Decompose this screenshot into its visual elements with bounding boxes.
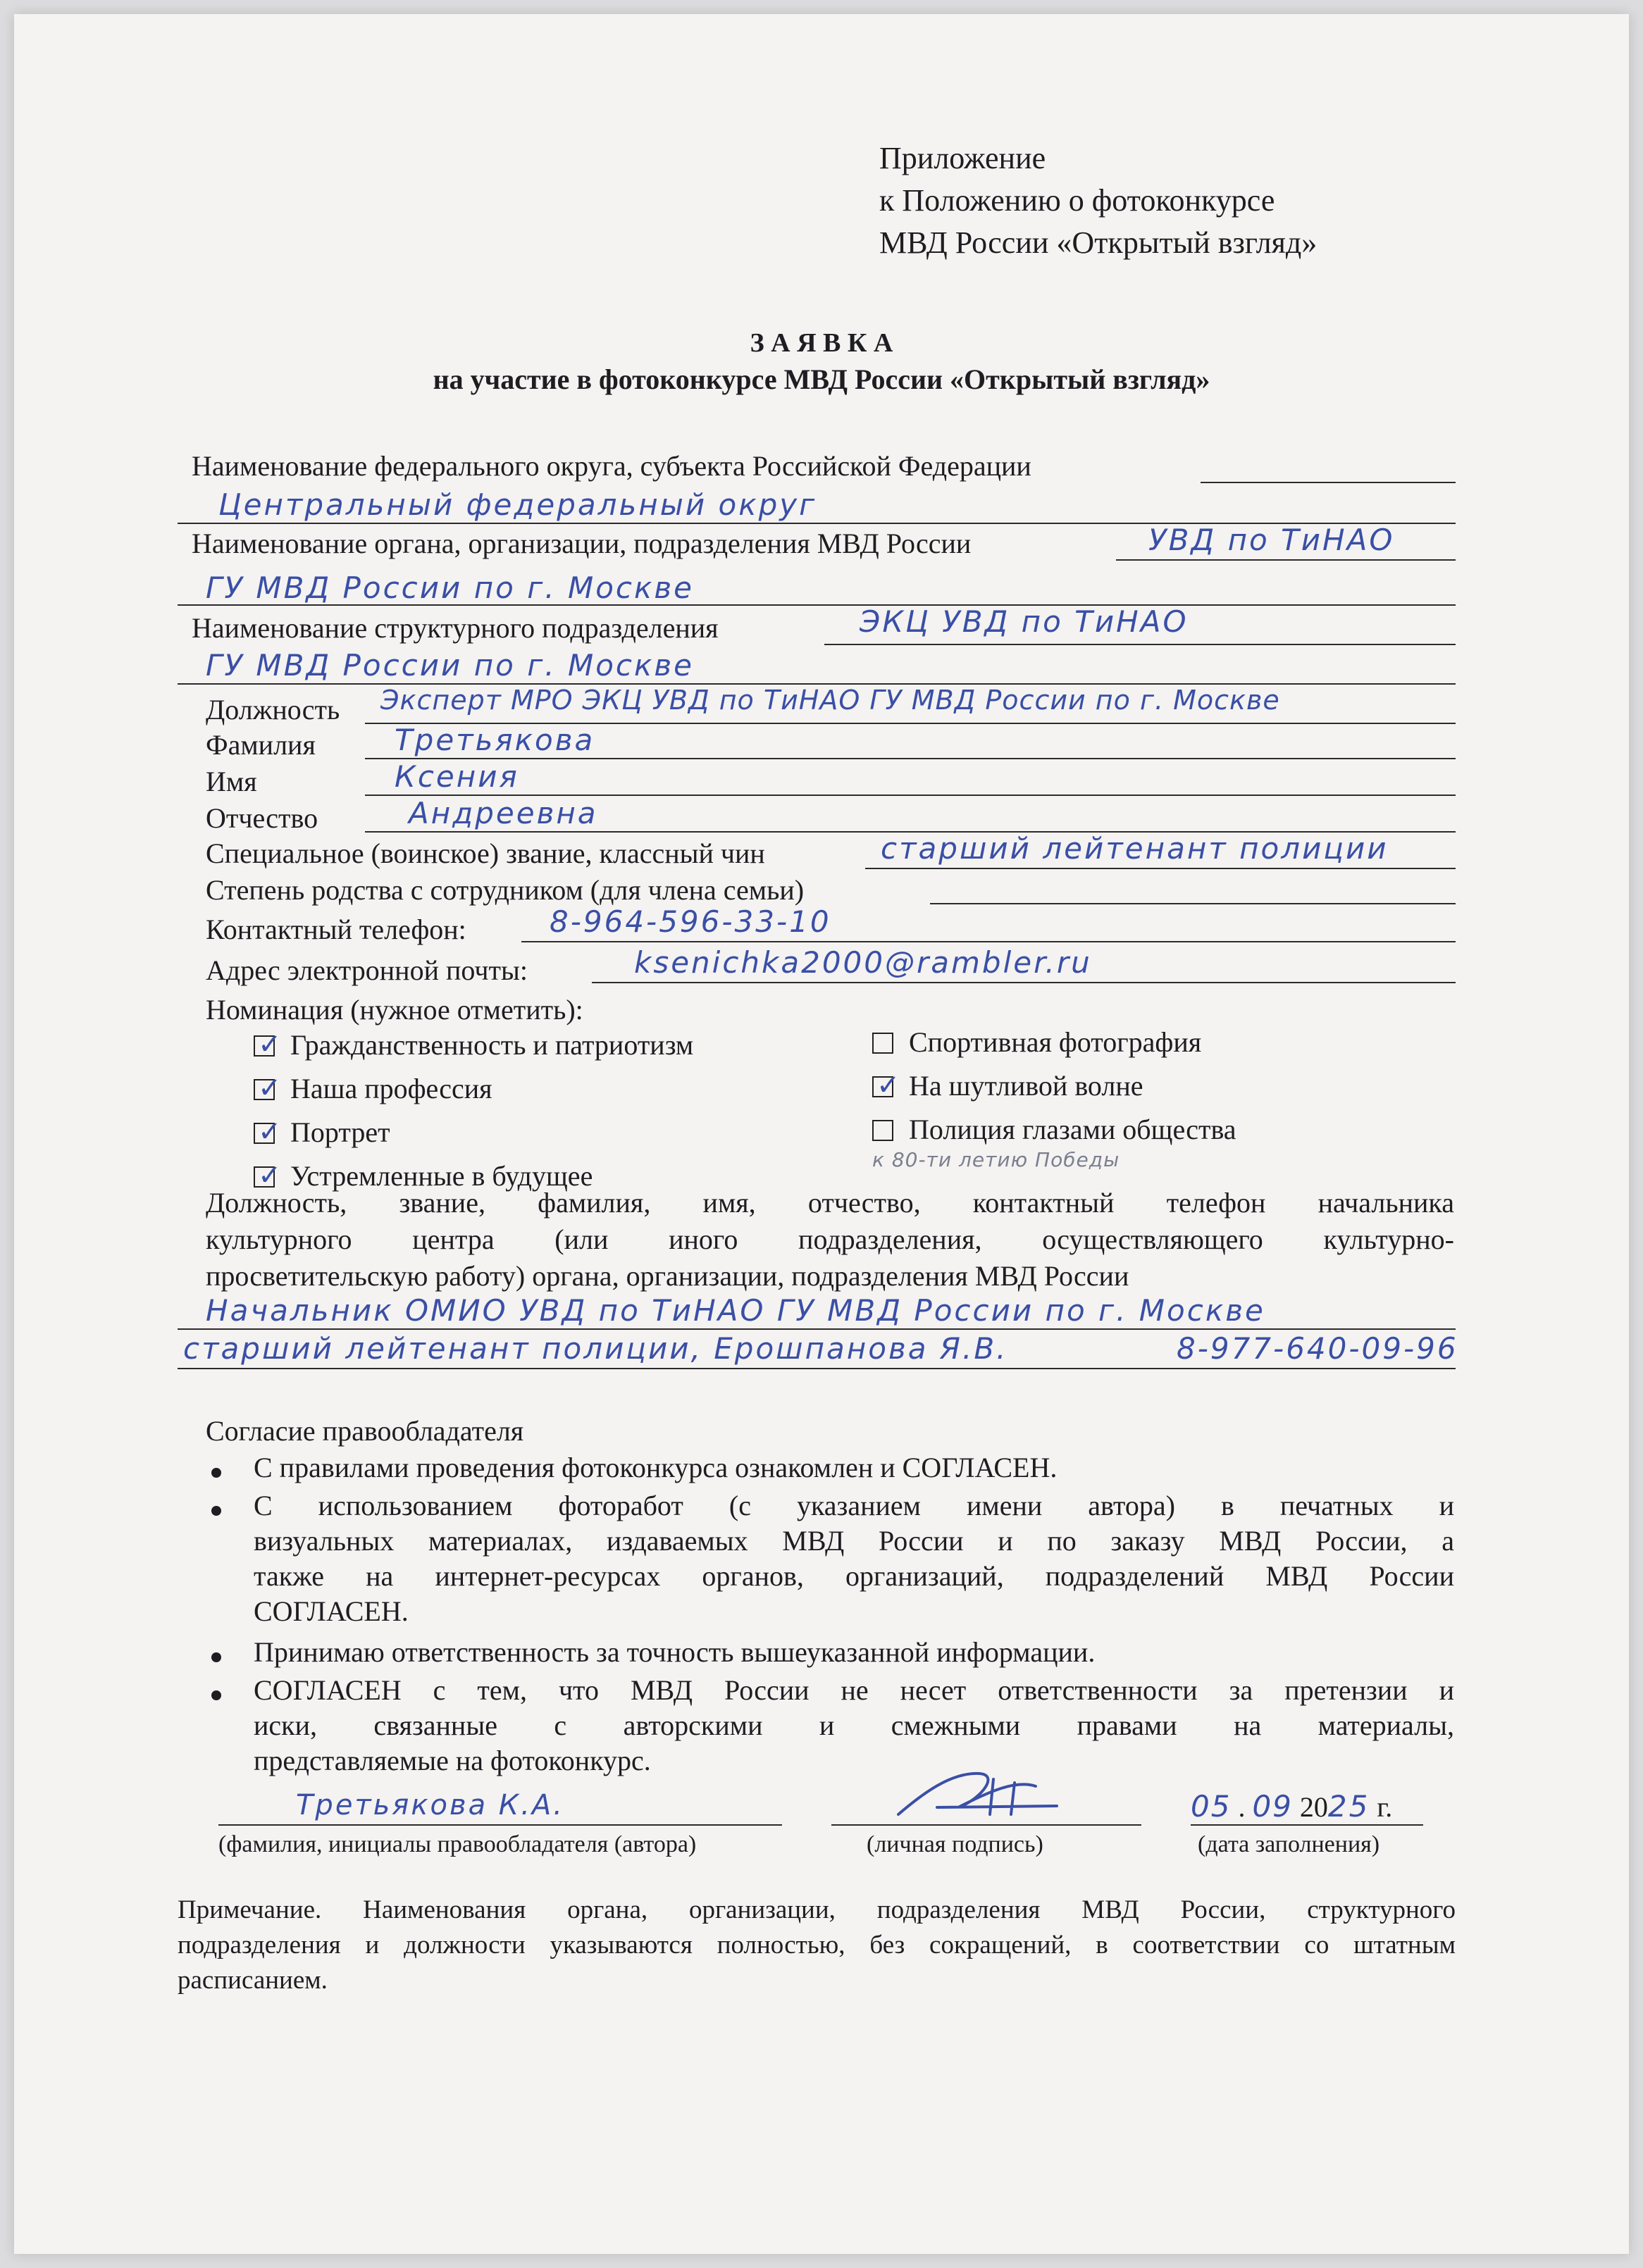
form-sheet [14, 14, 1629, 2254]
nomination-label: Наша профессия [290, 1073, 492, 1104]
surname-label: Фамилия [206, 729, 316, 761]
signature-scribble [895, 1765, 1064, 1828]
date-prefix: 20 [1299, 1791, 1328, 1823]
bullet-dot [211, 1652, 221, 1662]
nomination-label: Гражданственность и патриотизм [290, 1029, 694, 1061]
nomination-checkbox[interactable] [254, 1072, 282, 1104]
nomination-checkbox[interactable] [872, 1033, 893, 1054]
surname-value[interactable]: Третьякова [395, 723, 595, 757]
rank-value[interactable]: старший лейтенант полиции [881, 831, 1389, 866]
chief-value-1[interactable]: Начальник ОМИО УВД по ТиНАО ГУ МВД России по г. Москве [206, 1293, 1265, 1328]
bullet-dot [211, 1506, 221, 1516]
date-day[interactable]: 05 [1191, 1789, 1232, 1824]
chief-line-2: культурного центра (или иного подразделения, осуществляющего культурно- [206, 1223, 1454, 1255]
structural-label: Наименование структурного подразделения [192, 612, 719, 644]
author-signature-value[interactable]: Третьякова К.А. [296, 1789, 564, 1821]
nomination-checkbox[interactable] [872, 1069, 900, 1102]
date-row: 05 . 09 2025 г. [1191, 1789, 1393, 1824]
date-suffix: г. [1377, 1791, 1393, 1823]
phone-label: Контактный телефон: [206, 914, 466, 945]
organ-label: Наименование органа, организации, подразделения МВД России [192, 528, 972, 559]
author-caption: (фамилия, инициалы правообладателя (автора) [218, 1831, 697, 1857]
name-label: Имя [206, 766, 257, 797]
chief-line-3: просветительскую работу) органа, организации, подразделения МВД России [206, 1260, 1129, 1292]
consent-bullet-2-line-3: также на интернет-ресурсах органов, организаций, подразделений МВД России [254, 1560, 1454, 1592]
appendix-block [879, 137, 1317, 264]
nomination-checkbox[interactable] [254, 1028, 282, 1061]
structural-value-2[interactable]: ГУ МВД России по г. Москве [206, 648, 694, 683]
nomination-checkbox[interactable] [254, 1159, 282, 1192]
consent-bullet-1: С правилами проведения фотоконкурса ознакомлен и СОГЛАСЕН. [254, 1452, 1058, 1483]
nominations-label: Номинация (нужное отметить): [206, 994, 583, 1026]
nomination-checkbox[interactable] [872, 1120, 893, 1141]
email-label: Адрес электронной почты: [206, 954, 528, 986]
phone-value[interactable]: 8-964-596-33-10 [550, 904, 831, 939]
nomination-label: Полиция глазами общества [909, 1114, 1236, 1145]
consent-bullet-2-line-1: С использованием фоторабот (с указанием имени автора) в печатных и [254, 1490, 1454, 1521]
form-title: З А Я В К А [750, 328, 893, 358]
bullet-dot [211, 1468, 221, 1478]
note-line-3: расписанием. [178, 1966, 328, 1995]
patronymic-value[interactable]: Андреевна [409, 796, 598, 830]
nomination-label: На шутливой волне [909, 1070, 1143, 1102]
chief-line-1: Должность, звание, фамилия, имя, отчество, контактный телефон начальника [206, 1187, 1454, 1219]
position-value[interactable]: Эксперт МРО ЭКЦ УВД по ТиНАО ГУ МВД России по г. Москве [380, 685, 1280, 716]
chief-value-2-phone[interactable]: 8-977-640-09-96 [1177, 1331, 1458, 1366]
nomination-side-note: к 80-ти летию Победы [872, 1148, 1120, 1171]
name-value[interactable]: Ксения [395, 759, 519, 794]
nomination-label: Портрет [290, 1116, 390, 1148]
consent-bullet-2-line-2: визуальных материалах, издаваемых МВД России и по заказу МВД России, а [254, 1525, 1454, 1557]
consent-bullet-2-line-4: СОГЛАСЕН. [254, 1595, 409, 1627]
email-value[interactable]: ksenichka2000@rambler.ru [634, 945, 1092, 980]
consent-bullet-3: Принимаю ответственность за точность вышеуказанной информации. [254, 1636, 1096, 1668]
patronymic-label: Отчество [206, 802, 318, 834]
date-year[interactable]: 25 [1327, 1789, 1370, 1824]
organ-value-2[interactable]: ГУ МВД России по г. Москве [206, 571, 694, 605]
bullet-dot [211, 1690, 221, 1700]
position-label: Должность [206, 694, 340, 725]
structural-value-1[interactable]: ЭКЦ УВД по ТиНАО [860, 604, 1189, 639]
note-line-1: Примечание. Наименования органа, организации, подразделения МВД России, структурного [178, 1895, 1456, 1924]
consent-bullet-4-line-3: представляемые на фотоконкурс. [254, 1745, 651, 1776]
check-mark-icon: ✓ [258, 1116, 282, 1148]
check-mark-icon: ✓ [258, 1028, 282, 1061]
sign-caption: (личная подпись) [867, 1831, 1043, 1857]
consent-title: Согласие правообладателя [206, 1415, 524, 1447]
organ-value-1[interactable]: УВД по ТиНАО [1148, 523, 1395, 557]
check-mark-icon: ✓ [876, 1069, 900, 1102]
nomination-label: Спортивная фотография [909, 1026, 1202, 1058]
date-caption: (дата заполнения) [1198, 1831, 1380, 1857]
federal-district-value[interactable]: Центральный федеральный округ [218, 487, 817, 522]
nomination-checkbox[interactable] [254, 1116, 282, 1148]
rank-label: Специальное (воинское) звание, классный чин [206, 837, 765, 869]
consent-bullet-4-line-2: иски, связанные с авторскими и смежными правами на материалы, [254, 1709, 1454, 1741]
appendix-line-2: к Положению о фотоконкурсе [879, 183, 1275, 218]
consent-bullet-4-line-1: СОГЛАСЕН с тем, что МВД России не несет ответственности за претензии и [254, 1674, 1454, 1706]
nomination-label: Устремленные в будущее [290, 1160, 593, 1192]
note-line-2: подразделения и должности указываются полностью, без сокращений, в соответствии со штатным [178, 1931, 1456, 1959]
check-mark-icon: ✓ [258, 1072, 282, 1104]
check-mark-icon: ✓ [258, 1159, 282, 1192]
chief-value-2[interactable]: старший лейтенант полиции, Ерошпанова Я.В. [183, 1331, 1008, 1366]
date-month[interactable]: 09 [1252, 1789, 1293, 1824]
appendix-line-1: Приложение [879, 141, 1046, 175]
kinship-label: Степень родства с сотрудником (для члена семьи) [206, 874, 805, 906]
form-subtitle: на участие в фотоконкурсе МВД России «Открытый взгляд» [433, 363, 1210, 395]
appendix-line-3: МВД России «Открытый взгляд» [879, 225, 1318, 260]
federal-district-label: Наименование федерального округа, субъекта Российской Федерации [192, 450, 1031, 482]
